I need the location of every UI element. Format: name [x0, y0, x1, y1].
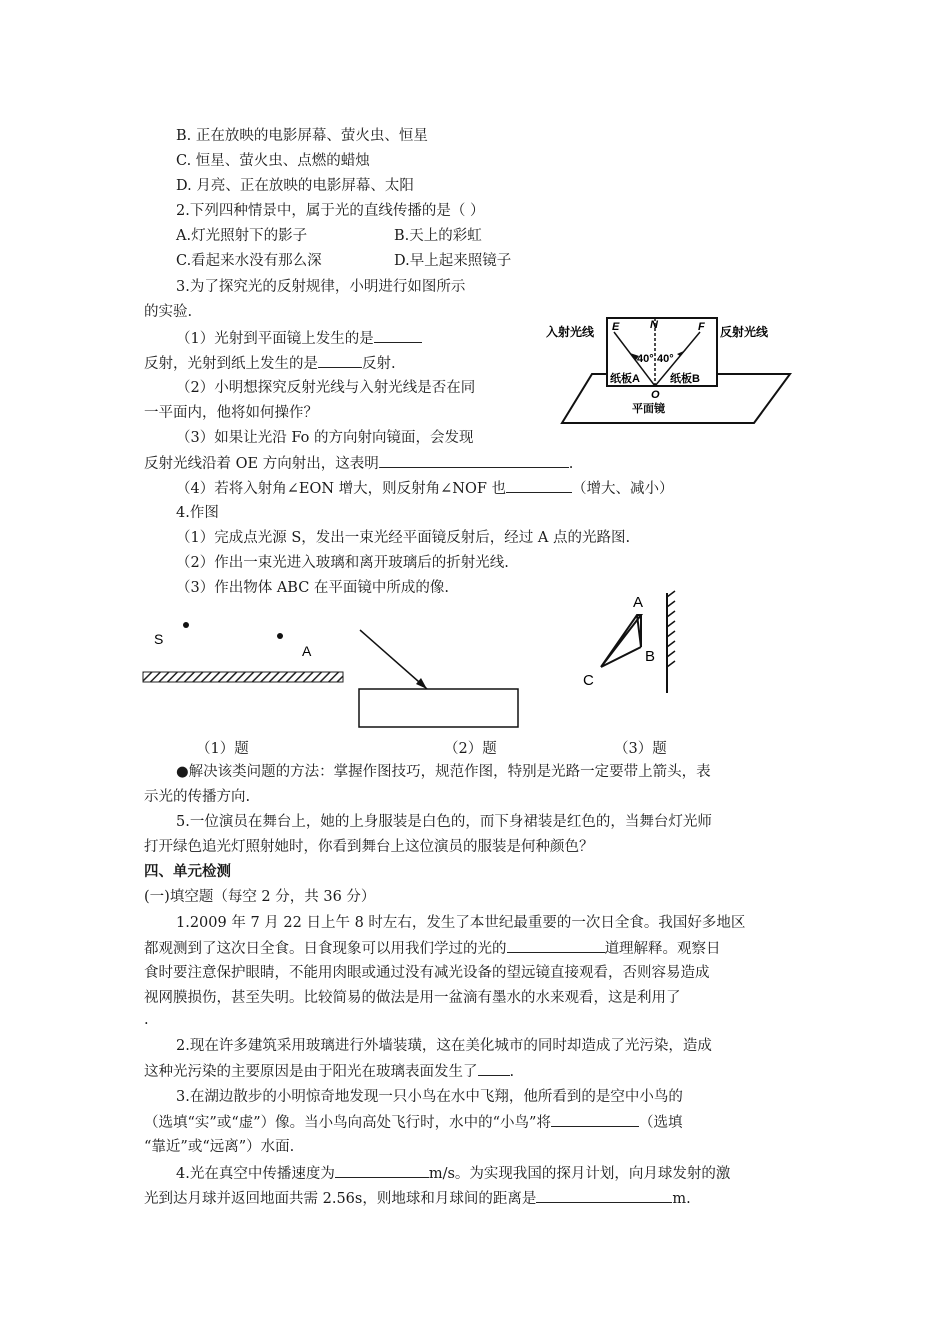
- angle-label-right: 40°: [657, 353, 674, 365]
- f3-line-3: “靠近”或“远离”）水面.: [144, 1139, 295, 1155]
- figure-3-object-abc: [575, 585, 685, 695]
- q5-line-1: 5.一位演员在舞台上，她的上身服装是白色的，而下身裙装是红色的，当舞台灯光师: [176, 814, 712, 830]
- q1-option-c: C. 恒星、萤火虫、点燃的蜡烛: [176, 153, 370, 169]
- incident-ray-label: 入射光线: [546, 325, 595, 339]
- f4-line-1: 4.光在真空中传播速度为 m/s。为实现我国的探月计划，向月球发射的激: [176, 1163, 730, 1184]
- figure-2-glass-block: [350, 625, 530, 735]
- board-b-label: 纸板B: [670, 373, 700, 385]
- q4-item-1: （1）完成点光源 S，发出一束光经平面镜反射后，经过 A 点的光路图.: [176, 530, 631, 546]
- f1-line-4: 视网膜损伤，甚至失明。比较简易的做法是用一盆滴有墨水的水来观看，这是利用了: [144, 990, 681, 1006]
- q3-part1-b: 反射，光射到纸上发生的是 反射.: [144, 353, 396, 374]
- f2-line-2: 这种光污染的主要原因是由于阳光在玻璃表面发生了 .: [144, 1061, 514, 1082]
- q3-part3-b: 反射光线沿着 OE 方向射出，这表明 .: [144, 453, 573, 474]
- q3-line-1: 3.为了探究光的反射规律，小明进行如图所示: [176, 279, 466, 295]
- q1-option-b: B. 正在放映的电影屏幕、萤火虫、恒星: [176, 128, 428, 144]
- answer-blank: [335, 1163, 429, 1178]
- answer-blank: [506, 478, 572, 493]
- figure-1-caption: （1）题: [196, 741, 249, 757]
- point-a-label: A: [302, 643, 312, 659]
- q2-option-c: C.看起来水没有那么深: [176, 253, 322, 269]
- q3-part4: （4）若将入射角∠EON 增大，则反射角∠NOF 也 （增大、减小）: [176, 478, 674, 499]
- point-n-label: N: [650, 319, 658, 331]
- mirror-label: 平面镜: [632, 403, 665, 415]
- answer-blank: [318, 353, 362, 368]
- angle-label-left: 40°: [637, 353, 654, 365]
- f3-line-1: 3.在湖边散步的小明惊奇地发现一只小鸟在水中飞翔，他所看到的是空中小鸟的: [176, 1089, 683, 1105]
- q3-line-2: 的实验.: [144, 304, 193, 320]
- answer-blank: [536, 1188, 672, 1203]
- vertex-b-label: B: [645, 648, 656, 665]
- q3-part1-a: （1）光射到平面镜上发生的是: [176, 328, 422, 349]
- answer-blank: [374, 328, 422, 343]
- method-note-line-2: 示光的传播方向.: [144, 789, 251, 805]
- reflection-experiment-figure: [540, 310, 790, 430]
- point-e-label: E: [612, 321, 620, 333]
- answer-blank: [379, 453, 569, 468]
- answer-blank: [507, 938, 605, 953]
- f1-line-3: 食时要注意保护眼睛，不能用肉眼或通过没有减光设备的望远镜直接观看，否则容易造成: [144, 965, 710, 981]
- q2-option-d: D.早上起来照镜子: [394, 253, 512, 269]
- vertex-a-label: A: [633, 594, 644, 611]
- vertex-c-label: C: [583, 672, 594, 689]
- point-f-label: F: [698, 321, 705, 333]
- board-a-label: 纸板A: [610, 373, 640, 385]
- f2-line-1: 2.现在许多建筑采用玻璃进行外墙装璜，这在美化城市的同时却造成了光污染，造成: [176, 1038, 712, 1054]
- answer-blank: [478, 1061, 510, 1076]
- f4-line-2: 光到达月球并返回地面共需 2.56s，则地球和月球间的距离是 m.: [144, 1188, 691, 1209]
- figure-1-mirror-source: [140, 615, 350, 690]
- figure-3-caption: （3）题: [614, 741, 667, 757]
- section-subtitle: (一)填空题（每空 2 分，共 36 分）: [144, 889, 376, 905]
- f3-line-2: （选填“实”或“虚”）像。当小鸟向高处飞行时，水中的“小鸟”将 （选填: [144, 1112, 682, 1133]
- figure-2-caption: （2）题: [444, 741, 497, 757]
- q2-option-a: A.灯光照射下的影子: [176, 228, 308, 244]
- q2-option-b: B.天上的彩虹: [394, 228, 482, 244]
- section-title: 四、单元检测: [144, 864, 231, 880]
- f1-line-2: 都观测到了这次日全食。日食现象可以用我们学过的光的 道理解释。观察日: [144, 938, 721, 959]
- q3-part3-a: （3）如果让光沿 Fo 的方向射向镜面，会发现: [176, 430, 474, 446]
- point-s-label: S: [154, 631, 164, 647]
- reflected-ray-label: 反射光线: [720, 325, 769, 339]
- q3-part2-b: 一平面内，他将如何操作？: [144, 405, 318, 421]
- q1-option-d: D. 月亮、正在放映的电影屏幕、太阳: [176, 178, 414, 194]
- q5-line-2: 打开绿色追光灯照射她时，你看到舞台上这位演员的服装是何种颜色？: [144, 839, 594, 855]
- point-o-label: O: [651, 389, 660, 401]
- q2-stem: 2.下列四种情景中，属于光的直线传播的是（ ）: [176, 203, 485, 219]
- f1-line-5: .: [144, 1012, 149, 1028]
- method-note-line-1: ●解决该类问题的方法：掌握作图技巧，规范作图，特别是光路一定要带上箭头，表: [176, 764, 711, 780]
- f1-line-1: 1.2009 年 7 月 22 日上午 8 时左右，发生了本世纪最重要的一次日全食。我国好多地区: [176, 915, 746, 931]
- answer-blank: [551, 1112, 639, 1127]
- q4-title: 4.作图: [176, 505, 219, 521]
- q3-part2-a: （2）小明想探究反射光线与入射光线是否在同: [176, 380, 476, 396]
- q4-item-2: （2）作出一束光进入玻璃和离开玻璃后的折射光线.: [176, 555, 509, 571]
- q4-item-3: （3）作出物体 ABC 在平面镜中所成的像.: [176, 580, 450, 596]
